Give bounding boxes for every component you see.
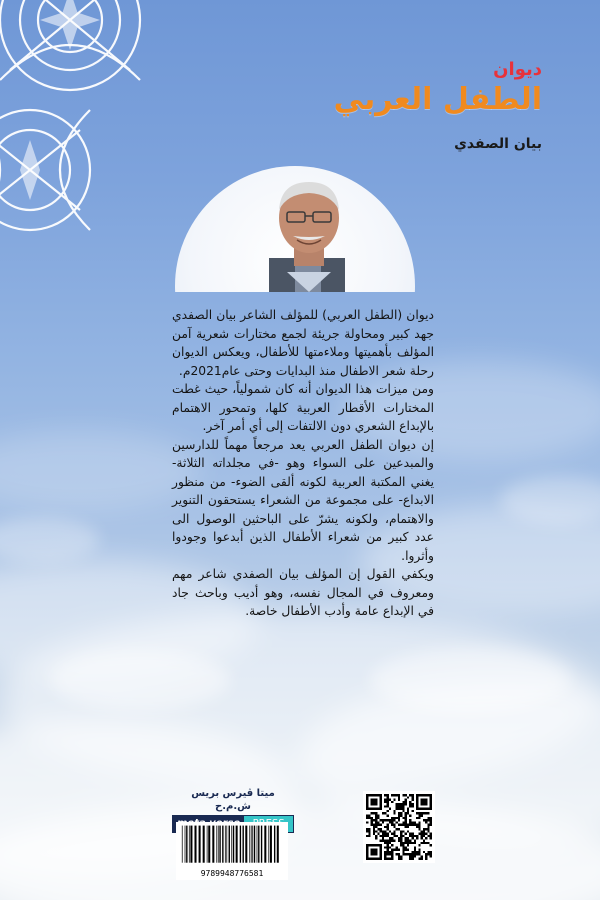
author-photo — [175, 166, 415, 292]
qr-code-icon — [366, 794, 432, 860]
book-title: الطفل العربي — [333, 82, 542, 117]
blurb-paragraph: إن ديوان الطفل العربي يعد مرجعاً مهماً للدارسين والمبدعين على السواء وهو -في مجلداته الثلاثة- يغني المكتبة العربية لكونه ألقى الضوء- من منظور الابداع- على مجموعة من الشعراء يستحقون التنوير والاهتمام، ولكونه يشرّ على الباحثين الوصول الى عدد كبير من شعراء الأطفال الذين أبدعوا وجودوا وأثروا. — [172, 437, 434, 563]
qr-code — [363, 791, 435, 863]
title-kicker: ديوان — [493, 59, 542, 80]
blurb — [172, 306, 434, 621]
isbn-barcode — [176, 822, 288, 880]
barcode-icon — [180, 825, 284, 867]
islamic-ornament — [0, 0, 170, 260]
author-name: بيان الصفدي — [454, 136, 542, 152]
blurb-paragraph: ديوان (الطفل العربي) للمؤلف الشاعر بيان الصفدي جهد كبير ومحاولة جريئة لجمع مختارات شعرية آمن المؤلف بأهميتها وملاءمتها للأطفال، ويعكس الديوان رحلة شعر الاطفال منذ البدايات وحتى عام2021م. — [172, 308, 434, 378]
blurb-paragraph: ومن ميزات هذا الديوان أنه كان شمولياً، حيث غطت المختارات الأقطار العربية كلها، وتمحور الاهتمام بالإبداع الشعري دون الالتفات إلى أي أمر آخر. — [172, 382, 434, 433]
blurb-paragraph: ويكفي القول إن المؤلف بيان الصفدي شاعر مهم ومعروف في المجال نفسه، وهو أديب وباحث جاد في الإبداع عامة وأدب الأطفال خاصة. — [172, 567, 434, 618]
title-block — [334, 58, 542, 152]
author-portrait — [175, 166, 415, 292]
publisher-name: ميتا ڤيرس بريس ش.م.ح — [191, 788, 275, 812]
isbn-number: 9789948776581 — [200, 869, 264, 878]
